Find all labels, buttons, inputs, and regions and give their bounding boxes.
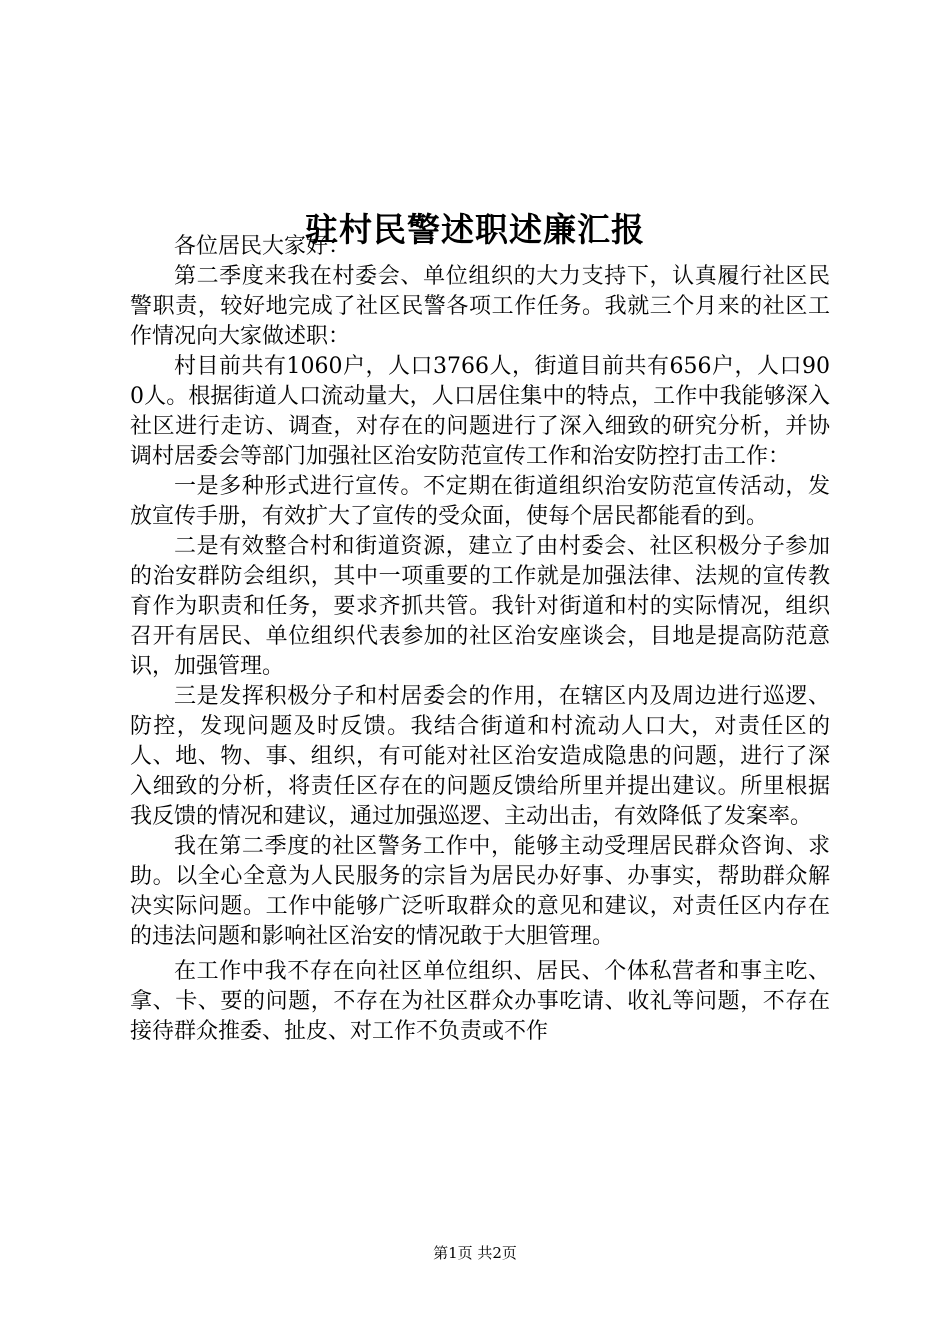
paragraph-greeting: 各位居民大家好： <box>174 234 351 259</box>
paragraph-service: 我在第二季度的社区警务工作中，能够主动受理居民群众咨询、求助。以全心全意为人民服务的宗旨为居民办好事、办事实，帮助群众解决实际问题。工作中能够广泛听取群众的意见和建议，对责任区内存在的违法问题和影响社区治安的情况敢于大胆管理。 <box>130 834 830 949</box>
paragraph-intro: 第二季度来我在村委会、单位组织的大力支持下，认真履行社区民警职责，较好地完成了社区民警各项工作任务。我就三个月来的社区工作情况向大家做述职： <box>130 264 830 349</box>
document-title: 驻村民警述职述廉汇报 <box>305 210 645 250</box>
paragraph-population: 村目前共有1060户，人口3766人，街道目前共有656户，人口900人。根据街道人口流动量大，人口居住集中的特点，工作中我能够深入社区进行走访、调查，对存在的问题进行了深入细致的研究分析，并协调村居委会等部门加强社区治安防范宣传工作和治安防控打击工作： <box>130 354 830 469</box>
paragraph-point-two: 二是有效整合村和街道资源，建立了由村委会、社区积极分子参加的治安群防会组织，其中一项重要的工作就是加强法律、法规的宣传教育作为职责和任务，要求齐抓共管。我针对街道和村的实际情况，组织召开有居民、单位组织代表参加的社区治安座谈会，目地是提高防范意识，加强管理。 <box>130 534 830 679</box>
document-body <box>130 232 830 1047</box>
paragraph-integrity: 在工作中我不存在向社区单位组织、居民、个体私营者和事主吃、拿、卡、要的问题，不存在为社区群众办事吃请、收礼等问题，不存在接待群众推委、扯皮、对工作不负责或不作 <box>130 959 830 1044</box>
paragraph-point-three: 三是发挥积极分子和村居委会的作用，在辖区内及周边进行巡逻、防控，发现问题及时反馈。我结合街道和村流动人口大，对责任区的人、地、物、事、组织，有可能对社区治安造成隐患的问题，进行了深入细致的分析，将责任区存在的问题反馈给所里并提出建议。所里根据我反馈的情况和建议，通过加强巡逻、主动出击，有效降低了发案率。 <box>130 684 830 829</box>
page-footer: 第1页 共2页 <box>433 1244 517 1262</box>
paragraph-point-one: 一是多种形式进行宣传。不定期在街道组织治安防范宣传活动，发放宣传手册，有效扩大了宣传的受众面，使每个居民都能看的到。 <box>130 474 830 529</box>
